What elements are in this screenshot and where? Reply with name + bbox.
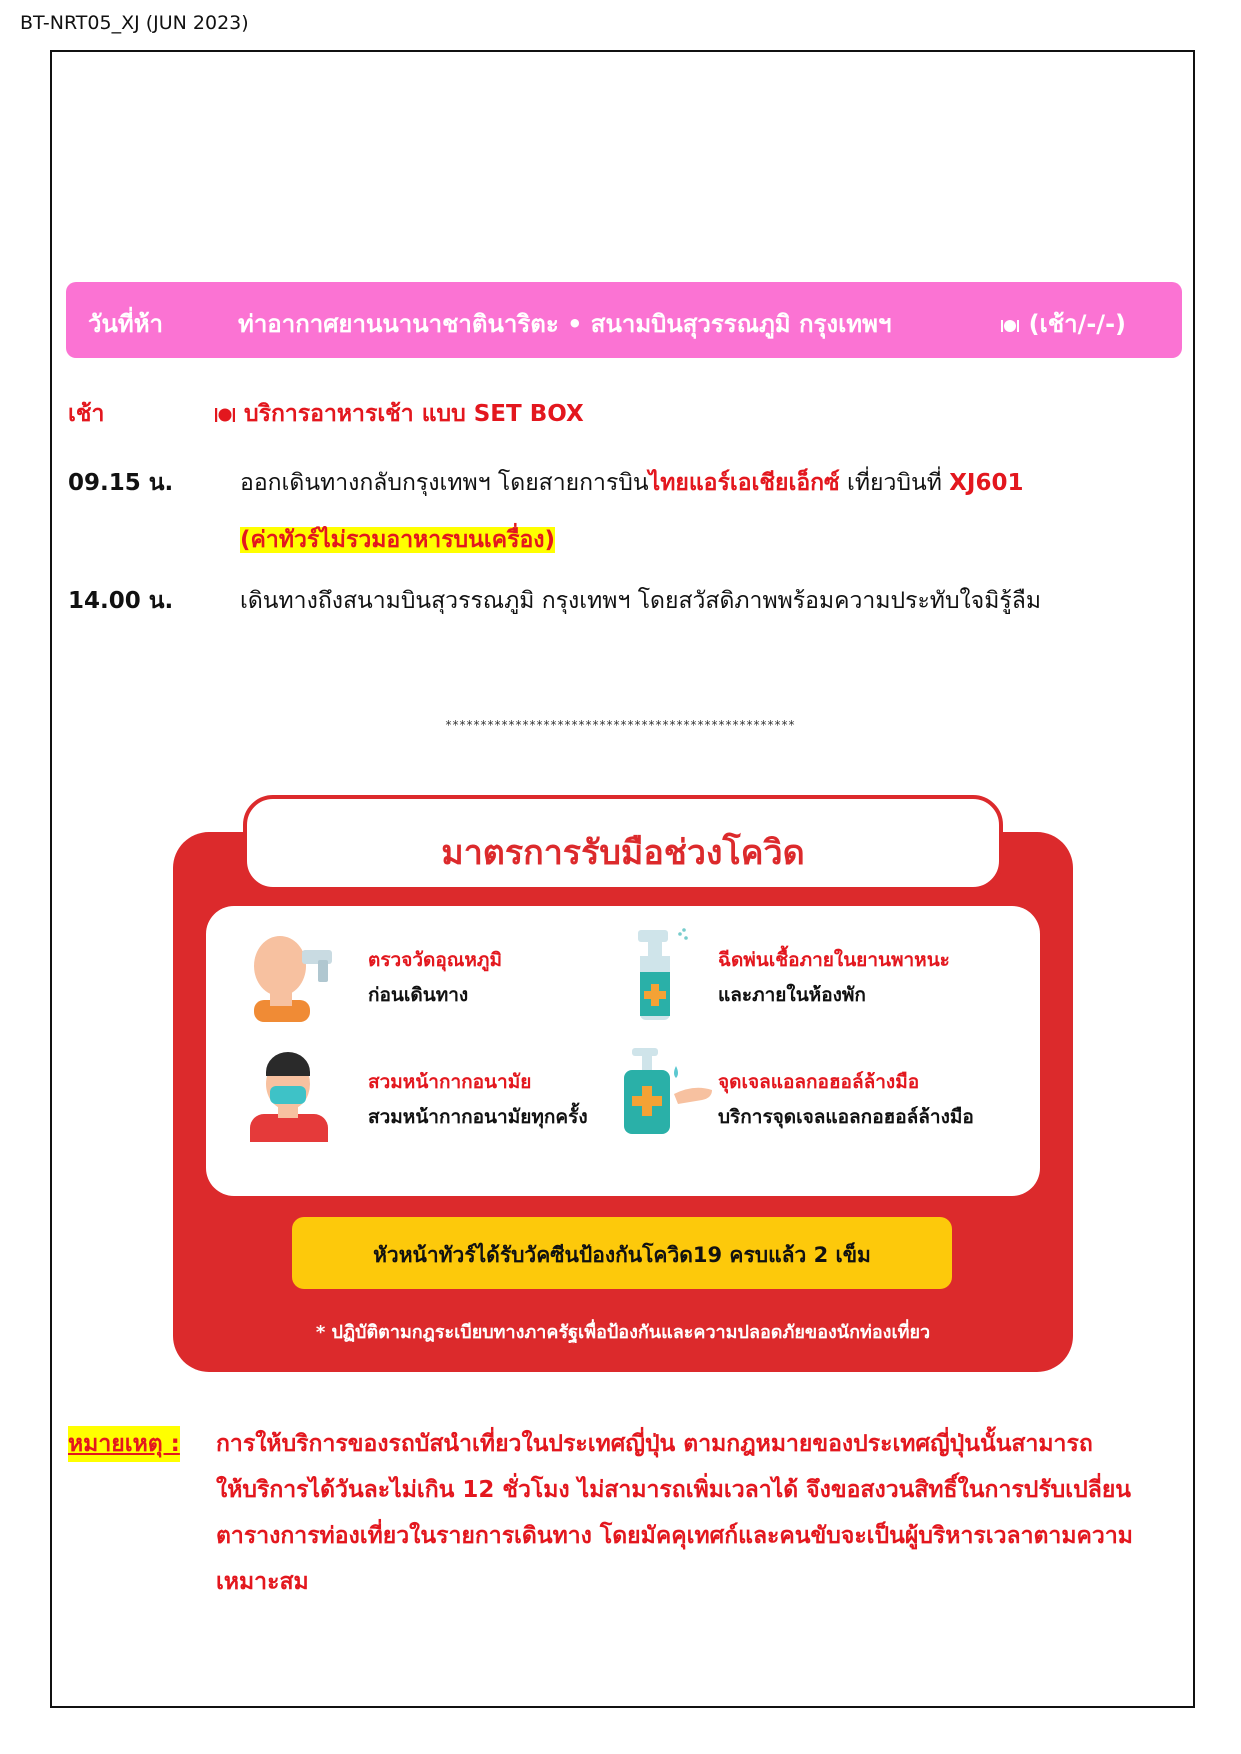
- measure-disinfect-sub: และภายในห้องพัก: [718, 984, 866, 1006]
- remark-line: ให้บริการได้วันละไม่เกิน 12 ชั่วโมง ไม่สามารถเพิ่มเวลาได้ จึงขอสงวนสิทธิ์ในการปรับเปลี่ยน: [216, 1477, 1132, 1503]
- breakfast-text: บริการอาหารเช้า แบบ SET BOX: [244, 401, 584, 427]
- time-0915: 09.15 น.: [68, 470, 174, 496]
- time-morning: เช้า: [68, 401, 105, 427]
- flight-number: XJ601: [949, 470, 1024, 496]
- day-label: วันที่ห้า: [88, 310, 163, 338]
- covid-title: มาตรการรับมือช่วงโควิด: [441, 833, 805, 873]
- breakfast-row: [214, 396, 584, 432]
- arrival-text: เดินทางถึงสนามบินสุวรรณภูมิ กรุงเทพฯ โดยสวัสดิภาพพร้อมความประทับใจมิรู้ลืม: [240, 588, 1042, 614]
- vaccine-text: หัวหน้าทัวร์ได้รับวัคซีนป้องกันโควิด19 ครบแล้ว 2 เข็ม: [373, 1243, 871, 1267]
- measure-mask-sub: สวมหน้ากากอนามัยทุกครั้ง: [368, 1106, 588, 1128]
- vaccine-banner: [292, 1217, 952, 1289]
- day-route: ท่าอากาศยานนานาชาตินาริตะ • สนามบินสุวรรณภูมิ กรุงเทพฯ: [238, 310, 892, 338]
- plate-icon: [1000, 317, 1020, 333]
- measure-temperature-title: ตรวจวัดอุณหภูมิ: [368, 949, 502, 971]
- meal-note: (ค่าทัวร์ไม่รวมอาหารบนเครื่อง): [240, 527, 556, 553]
- face-mask-icon: [246, 1052, 332, 1142]
- day-header: [66, 282, 1182, 358]
- spray-bottle-icon: [622, 928, 702, 1022]
- time-1400: 14.00 น.: [68, 588, 174, 614]
- measure-temperature-sub: ก่อนเดินทาง: [368, 984, 469, 1006]
- measure-mask-title: สวมหน้ากากอนามัย: [368, 1071, 532, 1093]
- departure-text: ออกเดินทางกลับกรุงเทพฯ โดยสายการบิน: [240, 470, 649, 496]
- remark-label: หมายเหตุ :: [68, 1426, 180, 1462]
- departure-row: [240, 465, 1024, 501]
- meal-note-row: [240, 522, 555, 558]
- airline-name: ไทยแอร์เอเชียเอ็กซ์: [648, 470, 840, 496]
- day-meals: [1000, 304, 1126, 343]
- measure-sanitizer-sub: บริการจุดเจลแอลกอฮอล์ล้างมือ: [718, 1106, 974, 1128]
- covid-title-box: [243, 795, 1003, 891]
- remark-line: ตารางการท่องเที่ยวในรายการเดินทาง โดยมัคคุเทศก์และคนขับจะเป็นผู้บริหารเวลาตามความ: [216, 1523, 1133, 1549]
- flight-label: เที่ยวบินที่: [839, 470, 950, 496]
- remark-line: การให้บริการของรถบัสนำเที่ยวในประเทศญี่ปุ่น ตามกฎหมายของประเทศญี่ปุ่นนั้นสามารถ: [216, 1431, 1093, 1457]
- separator: **************************************************: [445, 718, 796, 732]
- document-code: BT-NRT05_XJ (JUN 2023): [20, 12, 249, 34]
- meals-text: (เช้า/-/-): [1028, 310, 1126, 338]
- remark-line: เหมาะสม: [216, 1569, 309, 1595]
- measure-sanitizer-title: จุดเจลแอลกอฮอล์ล้างมือ: [718, 1071, 920, 1093]
- plate-icon: [214, 405, 236, 423]
- measure-disinfect-title: ฉีดพ่นเชื้อภายในยานพาหนะ: [718, 949, 950, 971]
- covid-footnote: * ปฏิบัติตามกฎระเบียบทางภาครัฐเพื่อป้องกันและความปลอดภัยของนักท่องเที่ยว: [315, 1322, 931, 1343]
- thermometer-check-icon: [248, 930, 340, 1022]
- hand-sanitizer-icon: [616, 1046, 714, 1136]
